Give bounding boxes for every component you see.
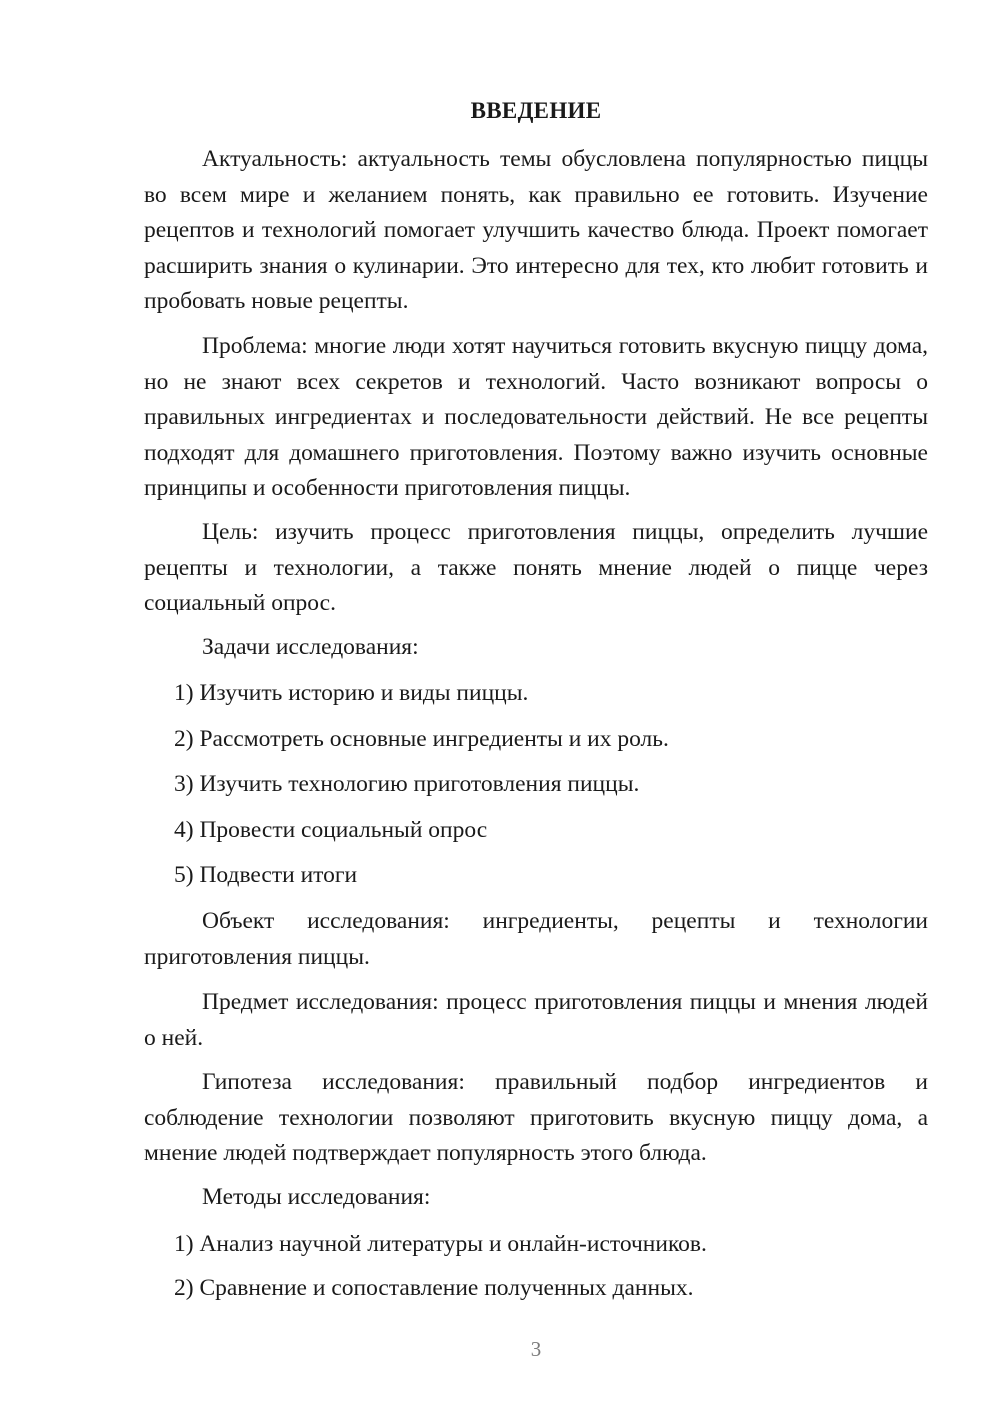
tasks-label: Задачи исследования: <box>202 634 419 660</box>
page-number: 3 <box>530 1337 542 1361</box>
goal-paragraph: Цель: изучить процесс приготовления пиццы, определить лучшие рецепты и технологии, а также понять мнение людей о пицце через социальный опрос. <box>144 519 928 616</box>
methods-label: Методы исследования: <box>202 1184 431 1210</box>
task-item: 2) Рассмотреть основные ингредиенты и их роль. <box>174 726 669 752</box>
section-heading: ВВЕДЕНИЕ <box>470 98 602 123</box>
task-item: 5) Подвести итоги <box>174 862 358 888</box>
hypothesis-paragraph: Гипотеза исследования: правильный подбор ингредиентов и соблюдение технологии позволяют приготовить вкусную пиццу дома, а мнение людей подтверждает популярность этого блюда. <box>144 1069 928 1166</box>
method-item: 2) Сравнение и сопоставление полученных данных. <box>174 1275 694 1301</box>
relevance-paragraph: Актуальность: актуальность темы обусловлена популярностью пиццы во всем мире и желанием понять, как правильно ее готовить. Изучение рецептов и технологий помогает улучшить качество блюда. Проект помогает расширить знания о кулинарии. Это интересно для тех, кто любит готовить и пробовать новые рецепты. <box>144 146 928 314</box>
object-paragraph: Объект исследования: ингредиенты, рецепты и технологии приготовления пиццы. <box>144 908 928 970</box>
task-item: 4) Провести социальный опрос <box>174 817 488 843</box>
subject-paragraph: Предмет исследования: процесс приготовления пиццы и мнения людей о ней. <box>144 989 928 1051</box>
task-item: 3) Изучить технологию приготовления пиццы. <box>174 771 640 797</box>
method-item: 1) Анализ научной литературы и онлайн-источников. <box>174 1231 707 1257</box>
problem-paragraph: Проблема: многие люди хотят научиться готовить вкусную пиццу дома, но не знают всех секретов и технологий. Часто возникают вопросы о правильных ингредиентах и последовательности действий. Не все рецепты подходят для домашнего приготовления. Поэтому важно изучить основные принципы и особенности приготовления пиццы. <box>144 333 928 501</box>
task-item: 1) Изучить историю и виды пиццы. <box>174 680 529 706</box>
